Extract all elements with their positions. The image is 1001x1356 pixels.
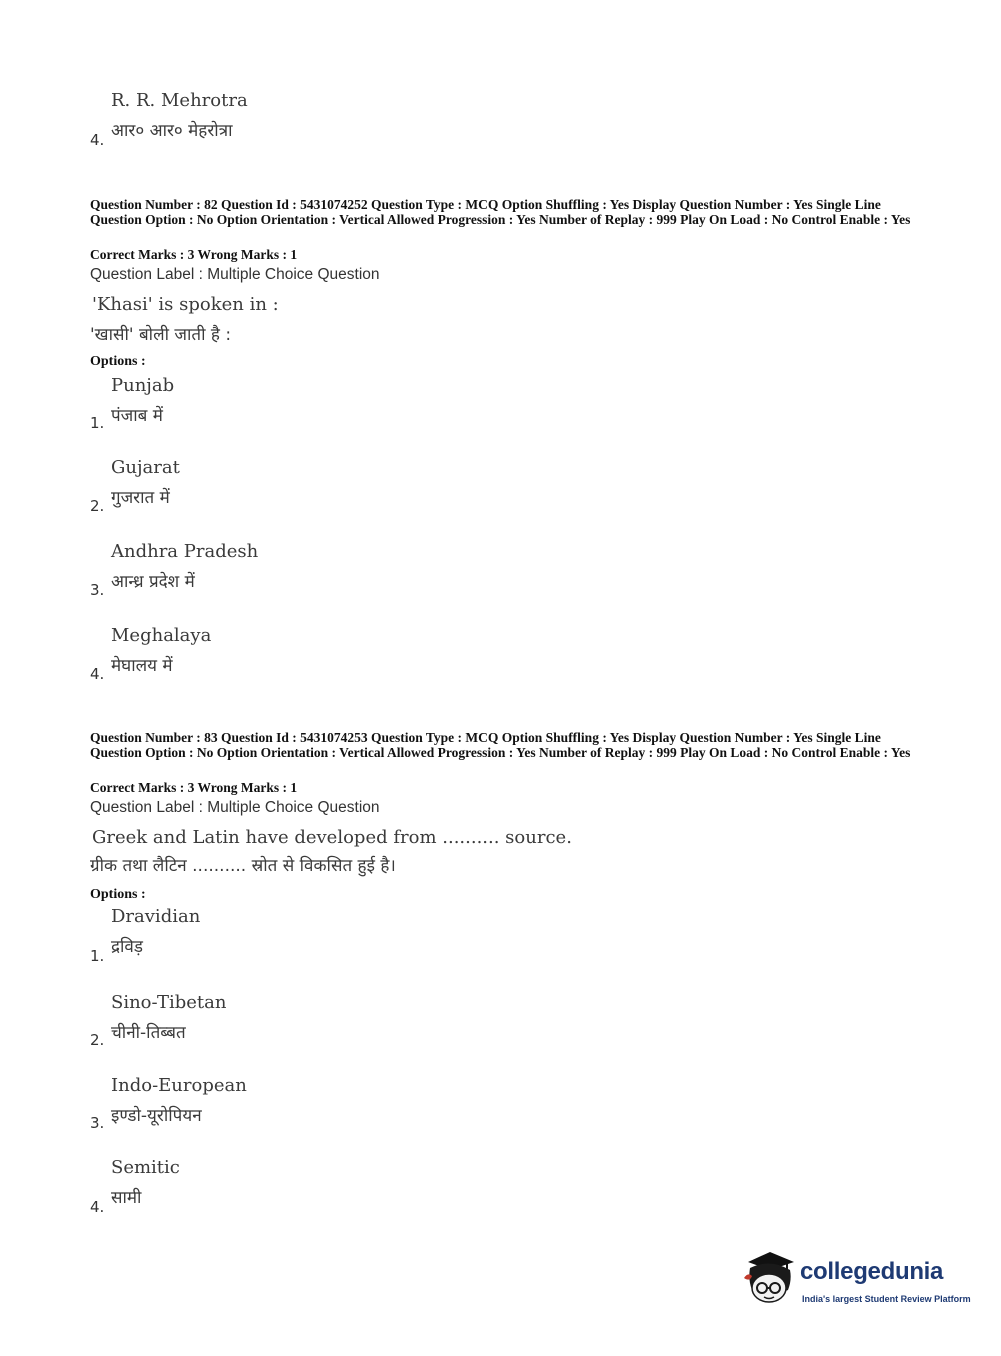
question-82-option-2[interactable] bbox=[90, 457, 510, 517]
option-number: 3. bbox=[90, 581, 105, 599]
option-text-hi: सामी bbox=[111, 1188, 142, 1208]
option-text-en: R. R. Mehrotra bbox=[111, 90, 248, 111]
collegedunia-logo bbox=[742, 1248, 972, 1314]
option-text-en: Indo-European bbox=[111, 1075, 247, 1096]
question-83-option-2[interactable] bbox=[90, 992, 510, 1052]
option-text-hi: आन्ध्र प्रदेश में bbox=[111, 572, 195, 592]
question-82-text-hi: 'खासी' बोली जाती है : bbox=[90, 325, 232, 345]
question-83-option-4[interactable] bbox=[90, 1157, 510, 1217]
question-82-meta: Question Number : 82 Question Id : 5431074252 Question Type : MCQ Option Shuffling : Yes Display Question Number : Yes Single Line Question Option : No Option Orientation : Vertical Allowed Progression : Yes Number of Replay : 999 Play On Load : No Control Enable : Yes bbox=[90, 197, 911, 227]
question-82-option-4[interactable] bbox=[90, 625, 510, 685]
option-text-en: Sino-Tibetan bbox=[111, 992, 227, 1013]
question-82-marks: Correct Marks : 3 Wrong Marks : 1 bbox=[90, 247, 298, 262]
option-number: 3. bbox=[90, 1114, 105, 1132]
question-83-label: Question Label : Multiple Choice Question bbox=[90, 799, 380, 816]
option-text-en: Semitic bbox=[111, 1157, 180, 1178]
option-number: 1. bbox=[90, 414, 105, 432]
option-text-en: Punjab bbox=[111, 375, 175, 396]
option-number: 1. bbox=[90, 947, 105, 965]
question-83-meta: Question Number : 83 Question Id : 5431074253 Question Type : MCQ Option Shuffling : Yes Display Question Number : Yes Single Line Question Option : No Option Orientation : Vertical Allowed Progression : Yes Number of Replay : 999 Play On Load : No Control Enable : Yes bbox=[90, 730, 911, 760]
option-number: 4. bbox=[90, 1198, 105, 1216]
option-text-en: Andhra Pradesh bbox=[111, 541, 259, 562]
option-text-en: Meghalaya bbox=[111, 625, 212, 646]
question-83-option-1[interactable] bbox=[90, 906, 510, 966]
question-82-option-1[interactable] bbox=[90, 375, 510, 435]
option-text-hi: आर० आर० मेहरोत्रा bbox=[111, 121, 233, 141]
option-text-hi: चीनी-तिब्बत bbox=[111, 1023, 186, 1043]
option-number: 2. bbox=[90, 497, 105, 515]
option-text-hi: इण्डो-यूरोपियन bbox=[111, 1106, 202, 1126]
question-83-marks: Correct Marks : 3 Wrong Marks : 1 bbox=[90, 780, 298, 795]
prev-question-option-4 bbox=[90, 90, 510, 150]
option-text-hi: गुजरात में bbox=[111, 488, 170, 508]
option-text-hi: मेघालय में bbox=[111, 656, 173, 676]
question-82-text-en: 'Khasi' is spoken in : bbox=[92, 294, 279, 315]
option-text-en: Gujarat bbox=[111, 457, 180, 478]
question-83-options-label: Options : bbox=[90, 887, 146, 902]
option-text-hi: द्रविड़ bbox=[111, 937, 143, 957]
question-82-options-label: Options : bbox=[90, 354, 146, 369]
brand-name: collegedunia bbox=[800, 1258, 944, 1285]
option-number: 2. bbox=[90, 1031, 105, 1049]
question-82-option-3[interactable] bbox=[90, 541, 510, 601]
brand-tagline: India's largest Student Review Platform bbox=[802, 1294, 971, 1304]
option-number: 4. bbox=[90, 131, 105, 149]
option-text-en: Dravidian bbox=[111, 906, 201, 927]
option-number: 4. bbox=[90, 665, 105, 683]
question-83-text-en: Greek and Latin have developed from .......... source. bbox=[92, 827, 572, 848]
option-text-hi: पंजाब में bbox=[111, 406, 163, 426]
mascot-icon bbox=[742, 1248, 800, 1308]
question-82-label: Question Label : Multiple Choice Question bbox=[90, 266, 380, 283]
question-83-option-3[interactable] bbox=[90, 1075, 510, 1135]
question-83-text-hi: ग्रीक तथा लैटिन .......... स्रोत से विकसित हुई है। bbox=[90, 856, 396, 876]
